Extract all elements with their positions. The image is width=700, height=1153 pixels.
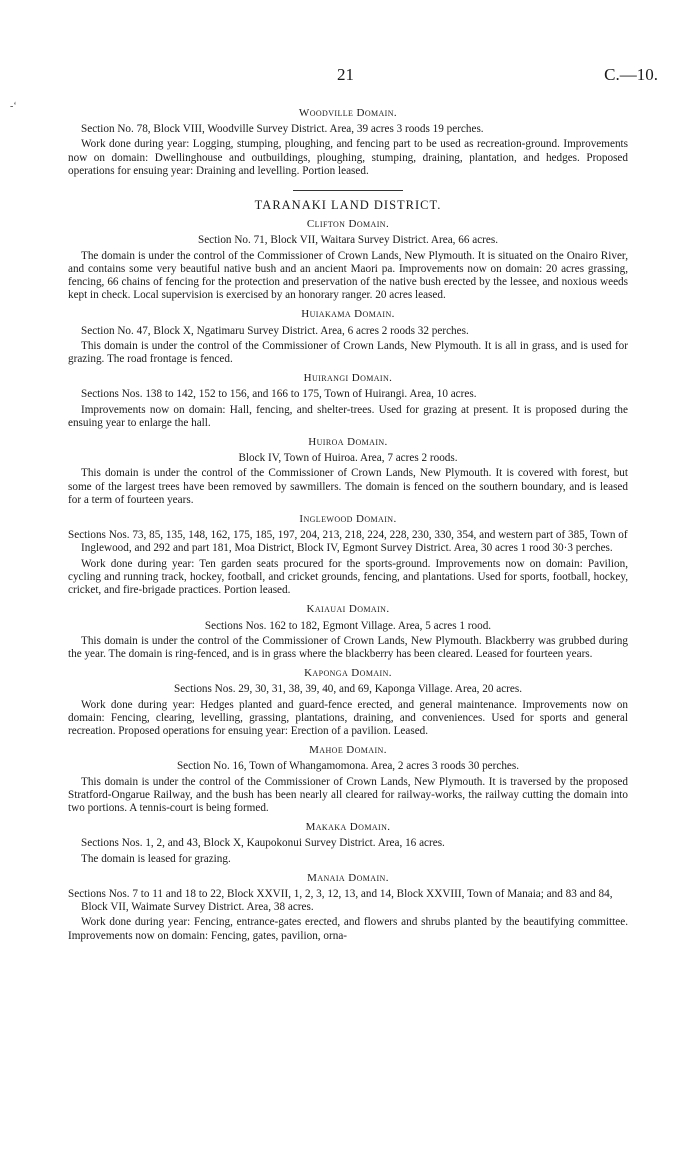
section-line: Sections Nos. 1, 2, and 43, Block X, Kaupokonui Survey District. Area, 16 acres. <box>81 837 445 850</box>
domain-clifton <box>68 218 628 302</box>
section-line: Section No. 47, Block X, Ngatimaru Survey District. Area, 6 acres 2 roods 32 perches. <box>81 324 469 337</box>
domain-text: This domain is under the control of the Commissioner of Crown Lands, New Plymouth. It is traversed by the proposed Stratford-Ongarue Railway, and the bush has been nearly all cleared for railway-works, the railway cutting the domain into two portions. A tennis-court is being formed. <box>68 775 628 814</box>
district-title: TARANAKI LAND DISTRICT. <box>254 198 442 213</box>
section-line: Section No. 16, Town of Whangamomona. Area, 2 acres 3 roods 30 perches. <box>176 760 520 773</box>
domain-huirangi <box>68 372 628 430</box>
domain-kaiauai <box>68 603 628 661</box>
domain-text: This domain is under the control of the Commissioner of Crown Lands, New Plymouth. It is covered with forest, but some of the largest trees have been removed by sawmillers. The domain is fenced on the southern boundary, and is leased for a term of fourteen years. <box>68 467 628 506</box>
domain-title: Inglewood Domain. <box>299 513 397 526</box>
domain-huiroa <box>68 436 628 507</box>
domain-title: Clifton Domain. <box>306 218 390 231</box>
domain-text: This domain is under the control of the Commissioner of Crown Lands, New Plymouth. Blackberry was grubbed during the year. The domain is ring-fenced, and is in grass where the blackberry has been cleared. Leased for fourteen years. <box>68 634 628 660</box>
domain-title: Makaka Domain. <box>305 821 391 834</box>
section-line: Section No. 78, Block VIII, Woodville Survey District. Area, 39 acres 3 roods 19 perches. <box>81 123 484 136</box>
section-divider <box>293 190 403 191</box>
domain-title: Mahoe Domain. <box>309 744 387 757</box>
section-line: Section No. 71, Block VII, Waitara Survey District. Area, 66 acres. <box>197 234 499 247</box>
section-line: Sections Nos. 162 to 182, Egmont Village. Area, 5 acres 1 rood. <box>204 619 492 632</box>
domain-text: Work done during year: Logging, stumping, ploughing, and fencing part to be used as recreation-ground. Improvements now on domain: Dwellinghouse and outbuildings, ploughing, stumping, draining, plantation, and hedges. Proposed operations for ensuing year: Draining and levelling. Portion leased. <box>68 138 628 177</box>
section-line: Sections Nos. 29, 30, 31, 38, 39, 40, and 69, Kaponga Village. Area, 20 acres. <box>173 683 523 696</box>
page-content <box>68 101 628 943</box>
domain-text: Work done during year: Hedges planted and guard-fence erected, and general maintenance. Improvements now on domain: Fencing, clearing, levelling, grassing, plantations, draining, and conveniences. Used for sports and general recreation. Proposed operations for ensuing year: Erection of a pavilion. Leased. <box>68 698 628 737</box>
domain-mahoe <box>68 744 628 815</box>
section-line: Sections Nos. 73, 85, 135, 148, 162, 175, 185, 197, 204, 213, 218, 224, 228, 230, 330, 354, and western part of 385, Town of Inglewood, and 292 and part 181, Moa District, Block IV, Egmont Survey District. Area, 30 acres 1 rood 30·3 perches. <box>68 529 628 555</box>
domain-huiakama <box>68 308 628 366</box>
domain-makaka <box>68 821 628 866</box>
domain-title: Kaponga Domain. <box>304 667 392 680</box>
domain-title: Kaiauai Domain. <box>306 603 390 616</box>
domain-title: Manaia Domain. <box>307 871 389 884</box>
domain-text: Work done during year: Fencing, entrance-gates erected, and flowers and shrubs planted by the beautifying committee. Improvements now on domain: Fencing, gates, pavilion, orna- <box>68 916 628 942</box>
page-reference: C.—10. <box>604 65 658 84</box>
page-number: 21 <box>337 65 354 84</box>
domain-text: The domain is under the control of the Commissioner of Crown Lands, New Plymouth. It is situated on the Onairo River, and contains some very beautiful native bush and an ancient Maori pa. Improvements now on domain: 20 acres grassing, fencing, 66 chains of fencing for the protection and preservation of the native bush erected by the lessee, and noxious weeds kept in check. Local supervision is exercised by an honorary ranger. 20 acres leased. <box>68 249 628 302</box>
domain-text: Work done during year: Ten garden seats procured for the sports-ground. Improvements now on domain: Pavilion, cycling and running track, hockey, football, and cricket grounds, fencing, and plantations. Used for sports, football, hockey, cricket, and fire-brigade practices. Portion leased. <box>68 557 628 597</box>
domain-inglewood <box>68 513 628 597</box>
margin-mark: -‘ <box>10 101 17 112</box>
page-header <box>0 65 700 88</box>
domain-kaponga <box>68 667 628 738</box>
domain-text: The domain is leased for grazing. <box>81 852 231 865</box>
section-line: Sections Nos. 138 to 142, 152 to 156, and 166 to 175, Town of Huirangi. Area, 10 acres. <box>81 388 477 401</box>
domain-title: Huiroa Domain. <box>308 436 388 449</box>
section-line: Block IV, Town of Huiroa. Area, 7 acres 2 roods. <box>238 452 458 465</box>
domain-manaia <box>68 872 628 943</box>
domain-title: Huiakama Domain. <box>301 308 395 321</box>
section-line: Sections Nos. 7 to 11 and 18 to 22, Block XXVII, 1, 2, 3, 12, 13, and 14, Block XXVIII, Town of Manaia; and 83 and 84, Block VII, Waimate Survey District. Area, 38 acres. <box>68 887 613 914</box>
domain-woodville <box>68 107 628 178</box>
domain-text: This domain is under the control of the Commissioner of Crown Lands, New Plymouth. It is all in grass, and is used for grazing. The road frontage is fenced. <box>68 339 628 366</box>
domain-title: Woodville Domain. <box>298 107 398 119</box>
domain-title: Huirangi Domain. <box>303 372 393 385</box>
domain-text: Improvements now on domain: Hall, fencing, and shelter-trees. Used for grazing at present. It is proposed during the ensuing year to enlarge the hall. <box>68 403 628 429</box>
